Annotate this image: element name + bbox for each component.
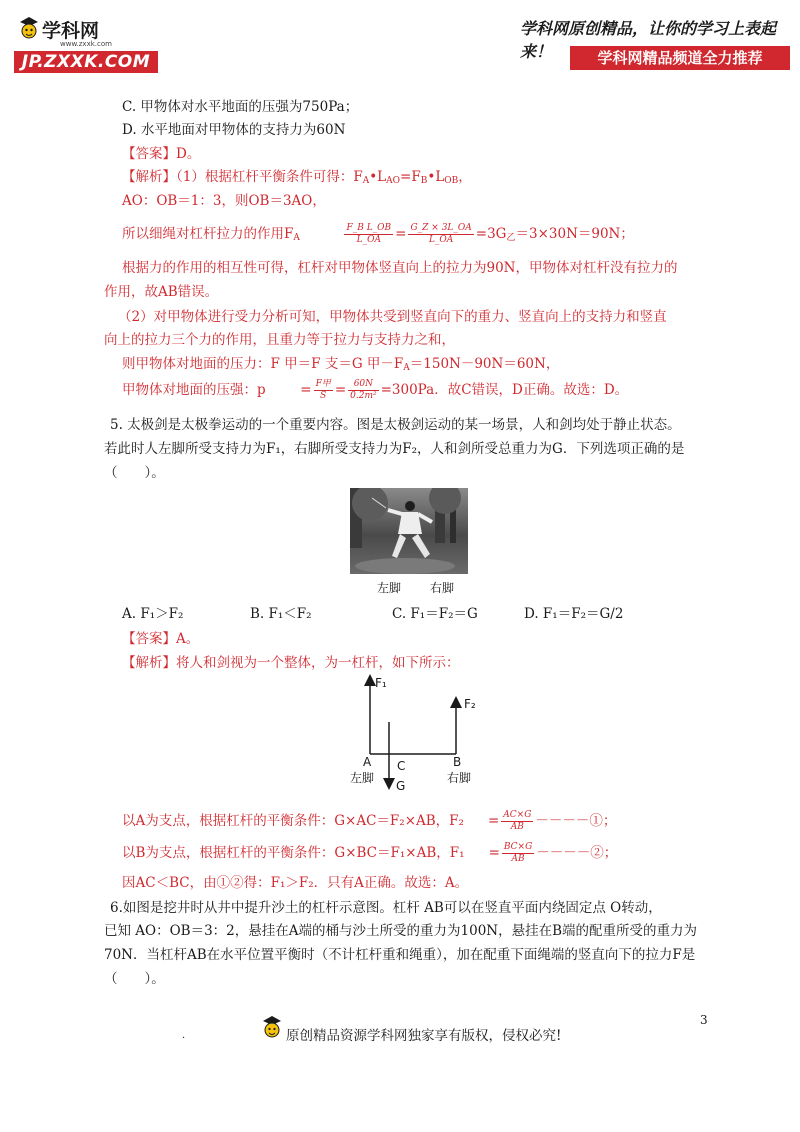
q4-answer bbox=[122, 145, 200, 163]
diagram-label-b: B bbox=[453, 755, 462, 769]
q6-line-1: 6.如图是挖井时从井中提升沙土的杠杆示意图。杠杆 AB可以在竖直平面内绕固定点 O转动， bbox=[110, 900, 662, 916]
option-c: C. 甲物体对水平地面的压强为750Pa； bbox=[122, 99, 359, 115]
q5-explain-2: 以B为支点，根据杠杆的平衡条件：G×BC＝F₁×AB，F₁ = $\frac{BC\times G}{AB}$ －－－－②； bbox=[122, 842, 618, 864]
header-slogan: 学科网原创精品，让你的学习上表起来！ bbox=[520, 19, 777, 61]
answer-tag: 【答案】 bbox=[122, 146, 176, 162]
q5-option-c: C. F₁＝F₂＝G bbox=[392, 606, 478, 622]
fraction: $\frac{\text{F\_B L\_OB}}{L\_OA}$ bbox=[346, 223, 392, 245]
fraction: $\frac{BC\times G}{AB}$ bbox=[503, 842, 533, 864]
q4-analysis-line-8: 则甲物体对地面的压力：F 甲＝F 支＝G 甲$-F_A=150N-90N=60N$， bbox=[122, 356, 560, 373]
header bbox=[0, 0, 800, 80]
answer-value: D。 bbox=[176, 146, 201, 162]
q5-line-2: 若此时人左脚所受支持力为F₁，右脚所受支持力为F₂，人和剑所受总重力为G．下列选项正确的是 bbox=[104, 441, 685, 457]
answer-tag: 【答案】 bbox=[122, 631, 176, 647]
q4-analysis-line-9: 甲物体对地面的压强：p = $\frac{\text{F甲}}{S}$ = $\frac{60N}{\text{0.2m²}}$ =300Pa．故C错误，D正确。故选：D。 bbox=[122, 379, 629, 401]
analysis-tag: 【解析】 bbox=[122, 655, 176, 671]
logo-url-bar: JP.ZXXK.COM bbox=[14, 51, 158, 73]
q5-option-a: A. F₁＞F₂ bbox=[122, 606, 184, 622]
q5-option-b: B. F₁＜F₂ bbox=[250, 606, 312, 622]
q4-analysis-line-4: 根据力的作用的相互性可得，杠杆对甲物体竖直向上的拉力为90N，甲物体对杠杆没有拉力的 bbox=[122, 260, 678, 276]
q5-answer bbox=[122, 630, 199, 648]
diagram-label-a: A bbox=[363, 755, 372, 769]
option-d: D. 水平地面对甲物体的支持力为60N bbox=[122, 122, 346, 138]
logo-text: 学科网 bbox=[42, 20, 100, 42]
q4-analysis-line-6: （2）对甲物体进行受力分析可知，甲物体共受到竖直向下的重力、竖直向上的支持力和竖直 bbox=[118, 309, 667, 325]
q4-analysis-line-5: 作用，故AB错误。 bbox=[104, 284, 219, 300]
footer-copyright: 原创精品资源学科网独家享有版权，侵权必究! bbox=[286, 1028, 562, 1044]
taiji-photo bbox=[350, 488, 468, 574]
q5-line-3: （ ）。 bbox=[104, 465, 165, 481]
q6-line-4: （ ）。 bbox=[104, 971, 165, 987]
diagram-label-left-foot: 左脚 bbox=[350, 771, 375, 785]
q5-explain-3: 因AC＜BC，由①②得：F₁＞F₂．只有A正确。故选：A。 bbox=[122, 875, 469, 891]
page-number: 3 bbox=[700, 1013, 708, 1027]
fraction: $\frac{G\_Z \times 3L\_OA}{L\_OA}$ bbox=[410, 223, 472, 245]
analysis-tag: 【解析】 bbox=[122, 169, 176, 185]
q4-analysis-line-2: AO：OB＝1：3，则OB＝3AO， bbox=[122, 193, 326, 209]
logo-mascot-icon bbox=[18, 16, 40, 42]
q5-analysis: 【解析】将人和剑视为一个整体，为一杠杆，如下所示： bbox=[122, 655, 460, 671]
answer-value: A。 bbox=[176, 631, 200, 647]
diagram-label-f1: F₁ bbox=[375, 676, 387, 690]
header-recommend-bar: 学科网精品频道全力推荐 bbox=[570, 46, 790, 70]
photo-left-foot-label: 左脚 bbox=[377, 581, 402, 595]
q5-line-1: 5. 太极剑是太极拳运动的一个重要内容。图是太极剑运动的某一场景，人和剑均处于静止状态。 bbox=[110, 417, 681, 433]
diagram-label-right-foot: 右脚 bbox=[447, 771, 472, 785]
q6-line-3: 70N．当杠杆AB在水平位置平衡时（不计杠杆重和绳重），加在配重下面绳端的竖直向下的拉力F是 bbox=[104, 947, 696, 963]
logo-small-url: www.zxxk.com bbox=[60, 40, 112, 48]
footer-mascot-icon bbox=[262, 1015, 282, 1041]
footer-dot: . bbox=[182, 1030, 186, 1041]
fraction: $\frac{AC\times G}{AB}$ bbox=[503, 810, 532, 832]
diagram-label-f2: F₂ bbox=[464, 697, 476, 711]
fraction: $\frac{60N}{\text{0.2m²}}$ bbox=[350, 379, 377, 401]
photo-right-foot-label: 右脚 bbox=[430, 581, 455, 595]
diagram-label-c: C bbox=[397, 759, 406, 773]
q4-analysis-line-3: 所以细绳对杠杆拉力的作用$F_A$ $\frac{\text{F\_B L\_OB}}{L\_OA}$ = $\frac{G\_Z \times 3L\_OA}{L\_OA}$ $=3G_乙=3\times 30N=90N$； bbox=[122, 223, 634, 245]
q5-explain-1: 以A为支点，根据杠杆的平衡条件：G×AC＝F₂×AB，F₂ = $\frac{AC\times G}{AB}$ －－－－①； bbox=[122, 810, 617, 832]
q4-analysis-line-7: 向上的拉力三个力的作用，且重力等于拉力与支持力之和， bbox=[104, 332, 455, 348]
q4-analysis-line-1: 【解析】（1）根据杠杆平衡条件可得：$F_A•L_{AO}=F_B•L_{OB}$， bbox=[122, 169, 472, 186]
q6-line-2: 已知 AO：OB＝3：2，悬挂在A端的桶与沙土所受的重力为100N，悬挂在B端的配重所受的重力为 bbox=[104, 923, 698, 939]
q5-option-d: D. F₁＝F₂＝G/2 bbox=[524, 606, 624, 622]
fraction: $\frac{\text{F甲}}{S}$ bbox=[315, 379, 331, 401]
diagram-label-g: G bbox=[396, 779, 406, 793]
